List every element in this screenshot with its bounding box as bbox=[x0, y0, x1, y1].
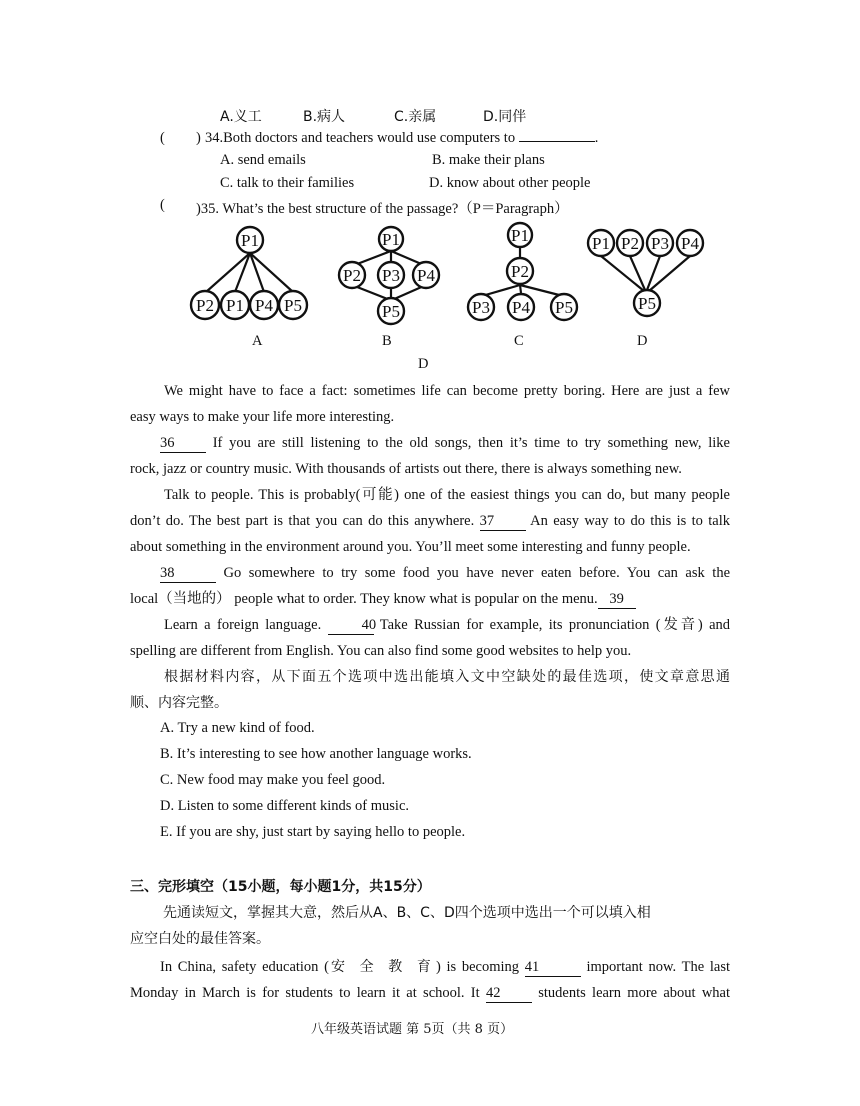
option-a: A. Try a new kind of food. bbox=[160, 720, 315, 736]
passage-p5-line1 bbox=[130, 612, 730, 638]
svg-text:P5: P5 bbox=[284, 296, 302, 315]
passage-p1-line1: We might have to face a fact: sometimes life can become pretty boring. Here are just a few bbox=[164, 383, 730, 399]
svg-text:P4: P4 bbox=[512, 298, 530, 317]
blank-41[interactable]: 41 bbox=[525, 958, 581, 977]
option-b: B. It’s interesting to see how another language works. bbox=[160, 746, 472, 762]
svg-text:P1: P1 bbox=[241, 231, 259, 250]
diagram-c-node bbox=[508, 223, 532, 247]
section3-l1-text2: ) is becoming bbox=[435, 959, 520, 975]
diagram-b-node bbox=[339, 262, 365, 288]
svg-text:P2: P2 bbox=[511, 262, 529, 281]
diagram-d-node bbox=[617, 230, 643, 256]
q34-paren-close: ) bbox=[196, 130, 201, 146]
passage-p1-line2: easy ways to make your life more interesting. bbox=[130, 409, 395, 425]
structure-diagrams bbox=[0, 0, 860, 340]
diagram-label-extra: D bbox=[418, 356, 429, 372]
diagram-b-node bbox=[378, 298, 404, 324]
q34-option-a: A. send emails bbox=[220, 152, 306, 168]
diagram-c-node bbox=[507, 258, 533, 284]
q34-option-b: B. make their plans bbox=[432, 152, 545, 168]
passage-p4-text: Go somewhere to try some food you have never eaten before. You can ask the bbox=[223, 565, 730, 581]
passage-p4-line2 bbox=[130, 586, 730, 612]
passage-p5-line2: spelling are different from English. You can also find some good websites to help you. bbox=[130, 643, 632, 659]
passage-p3-line2 bbox=[130, 508, 730, 534]
svg-text:P5: P5 bbox=[555, 298, 573, 317]
q34-stem-end: . bbox=[594, 130, 599, 146]
diagram-b-node bbox=[378, 262, 404, 288]
blank-36[interactable]: 36 bbox=[160, 434, 206, 453]
svg-text:P2: P2 bbox=[621, 234, 639, 253]
q33-option-d: D.同伴 bbox=[483, 109, 527, 125]
svg-text:P3: P3 bbox=[651, 234, 669, 253]
section3-l1-text3: important now. The last bbox=[586, 959, 730, 975]
diagram-d-node bbox=[677, 230, 703, 256]
diagram-d-node bbox=[588, 230, 614, 256]
q34-paren-open: ( bbox=[160, 130, 165, 146]
svg-text:P4: P4 bbox=[681, 234, 699, 253]
blank-42[interactable]: 42 bbox=[486, 984, 532, 1003]
q33-option-b: B.病人 bbox=[303, 109, 346, 125]
diagram-d-node bbox=[634, 290, 660, 316]
q34-option-c: C. talk to their families bbox=[220, 175, 355, 191]
diagram-a-node bbox=[250, 291, 278, 319]
passage-p3-text1: don’t do. The best part is that you can do this anywhere. bbox=[130, 513, 475, 529]
svg-text:P5: P5 bbox=[638, 294, 656, 313]
diagram-label-c: C bbox=[514, 333, 524, 349]
q34-stem-text: 34.Both doctors and teachers would use computers to bbox=[205, 130, 516, 146]
section3-line1 bbox=[130, 954, 730, 980]
section3-heading: 三、完形填空（15小题，每小题1分，共15分） bbox=[130, 879, 431, 895]
blank-40[interactable]: 40 bbox=[328, 616, 374, 635]
diagram-b-node bbox=[413, 262, 439, 288]
diagram-a-node bbox=[221, 291, 249, 319]
passage-p3-line3: about something in the environment around you. You’ll meet some interesting and funny people. bbox=[130, 539, 691, 555]
diagram-label-b: B bbox=[382, 333, 392, 349]
section3-l2-text2: students learn more about what bbox=[538, 985, 731, 1001]
passage-instruction-line2: 顺、内容完整。 bbox=[130, 695, 228, 711]
diagram-label-d: D bbox=[637, 333, 648, 349]
passage-p4-line1 bbox=[130, 560, 730, 586]
section3-instruction-line1: 先通读短文，掌握其大意，然后从A、B、C、D四个选项中选出一个可以填入相 bbox=[163, 905, 651, 921]
svg-text:P1: P1 bbox=[226, 296, 244, 315]
section3-instruction-line2: 应空白处的最佳答案。 bbox=[130, 931, 270, 947]
passage-p5-text1: Learn a foreign language. bbox=[164, 617, 322, 633]
q33-option-c: C.亲属 bbox=[394, 109, 437, 125]
svg-text:P4: P4 bbox=[255, 296, 273, 315]
diagram-c-node bbox=[551, 294, 577, 320]
blank-37[interactable]: 37 bbox=[480, 512, 526, 531]
diagram-label-a: A bbox=[252, 333, 263, 349]
q33-option-a: A.义工 bbox=[220, 109, 262, 125]
q35-paren-open: ( bbox=[160, 197, 165, 213]
page-footer: 八年级英语试题 第 5页（共 8 页） bbox=[311, 1022, 514, 1037]
passage-p4-text2: local（当地的） people what to order. They know what is popular on the menu. bbox=[130, 591, 598, 607]
passage-p3-text2: An easy way to do this is to talk bbox=[530, 513, 731, 529]
svg-text:P1: P1 bbox=[511, 226, 529, 245]
diagram-d-node bbox=[647, 230, 673, 256]
diagram-c-node bbox=[468, 294, 494, 320]
passage-p2-line1 bbox=[130, 430, 730, 456]
diagram-a-node bbox=[237, 227, 263, 253]
passage-instruction-line1: 根据材料内容，从下面五个选项中选出能填入文中空缺处的最佳选项，使文章意思通 bbox=[164, 669, 730, 685]
passage-p3-line1: Talk to people. This is probably(可能) one of the easiest things you can do, but many people bbox=[164, 487, 730, 503]
option-c: C. New food may make you feel good. bbox=[160, 772, 386, 788]
diagram-d-edge bbox=[649, 256, 690, 291]
q34-option-d: D. know about other people bbox=[429, 175, 591, 191]
section3-line2 bbox=[130, 980, 730, 1006]
blank-38[interactable]: 38 bbox=[160, 564, 216, 583]
section3-l1-cn: 安 全 教 育 bbox=[328, 959, 436, 975]
option-e: E. If you are shy, just start by saying hello to people. bbox=[160, 824, 466, 840]
diagram-a-node bbox=[279, 291, 307, 319]
passage-p5-text2: Take Russian for example, its pronunciation (发音) and bbox=[379, 617, 731, 633]
svg-text:P1: P1 bbox=[592, 234, 610, 253]
diagram-d-edge bbox=[647, 256, 660, 290]
diagram-a-node bbox=[191, 291, 219, 319]
blank-39[interactable]: 39 bbox=[598, 590, 636, 609]
svg-text:P4: P4 bbox=[417, 266, 435, 285]
diagram-c-edge bbox=[482, 285, 520, 296]
svg-text:P1: P1 bbox=[382, 230, 400, 249]
svg-text:P3: P3 bbox=[382, 266, 400, 285]
diagram-c-node bbox=[508, 294, 534, 320]
svg-text:P2: P2 bbox=[343, 266, 361, 285]
diagram-b-node bbox=[379, 227, 403, 251]
section3-l2-text1: Monday in March is for students to learn it at school. It bbox=[130, 985, 480, 1001]
q35-stem: )35. What’s the best structure of the passage?（P＝Paragraph） bbox=[196, 201, 569, 217]
passage-p2-line2: rock, jazz or country music. With thousands of artists out there, there is always something new. bbox=[130, 461, 682, 477]
svg-text:P5: P5 bbox=[382, 302, 400, 321]
svg-text:P2: P2 bbox=[196, 296, 214, 315]
section3-l1-text1: In China, safety education ( bbox=[160, 959, 329, 975]
passage-p2-text: If you are still listening to the old songs, then it’s time to try something new, like bbox=[212, 435, 730, 451]
option-d: D. Listen to some different kinds of music. bbox=[160, 798, 410, 814]
svg-text:P3: P3 bbox=[472, 298, 490, 317]
